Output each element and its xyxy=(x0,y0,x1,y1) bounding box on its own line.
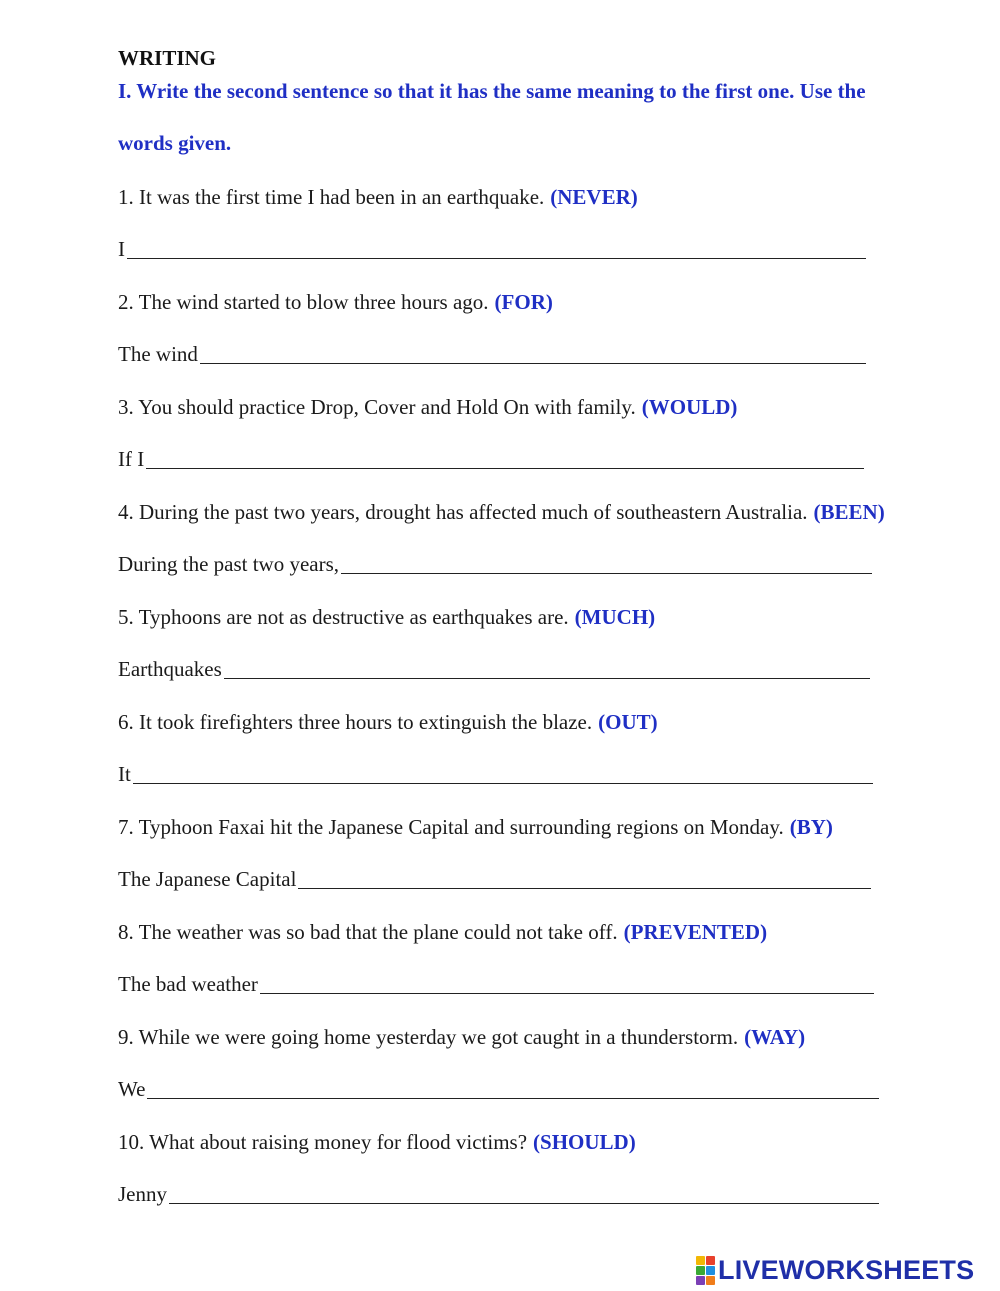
keyword-hint: (PREVENTED) xyxy=(623,920,768,944)
keyword-hint: (WAY) xyxy=(744,1025,806,1049)
answer-row xyxy=(118,339,866,367)
question-prompt xyxy=(118,287,553,315)
question-prompt xyxy=(118,917,767,945)
answer-starter: Earthquakes xyxy=(118,657,222,681)
answer-starter: The bad weather xyxy=(118,972,258,996)
logo-block xyxy=(706,1266,715,1275)
answer-blank[interactable] xyxy=(260,971,874,994)
answer-row xyxy=(118,549,872,577)
keyword-hint: (WOULD) xyxy=(641,395,738,419)
answer-blank[interactable] xyxy=(169,1181,879,1204)
keyword-hint: (SHOULD) xyxy=(533,1130,636,1154)
logo-text: LIVEWORKSHEETS xyxy=(718,1254,975,1285)
instruction-line-2: words given. xyxy=(118,131,232,155)
prompt-text: 6. It took firefighters three hours to extinguish the blaze. xyxy=(118,710,593,734)
logo-block xyxy=(696,1256,705,1265)
prompt-text: 1. It was the first time I had been in an earthquake. xyxy=(118,185,545,209)
answer-blank[interactable] xyxy=(224,656,870,679)
logo-block xyxy=(696,1276,705,1285)
answer-row xyxy=(118,234,866,262)
question-prompt xyxy=(118,392,737,420)
logo-block xyxy=(696,1266,705,1275)
keyword-hint: (FOR) xyxy=(494,290,553,314)
question-prompt xyxy=(118,182,638,210)
logo-block xyxy=(706,1276,715,1285)
answer-blank[interactable] xyxy=(341,551,872,574)
question-prompt xyxy=(118,1127,636,1155)
question-prompt xyxy=(118,812,833,840)
answer-blank[interactable] xyxy=(200,341,866,364)
answer-row xyxy=(118,759,873,787)
prompt-text: 3. You should practice Drop, Cover and Hold On with family. xyxy=(118,395,636,419)
prompt-text: 8. The weather was so bad that the plane could not take off. xyxy=(118,920,618,944)
question-prompt xyxy=(118,1022,805,1050)
prompt-text: 5. Typhoons are not as destructive as earthquakes are. xyxy=(118,605,569,629)
answer-row xyxy=(118,969,874,997)
answer-blank[interactable] xyxy=(133,761,873,784)
answer-starter: Jenny xyxy=(118,1182,167,1206)
liveworksheets-logo xyxy=(696,1256,974,1284)
prompt-text: 4. During the past two years, drought has affected much of southeastern Australia. xyxy=(118,500,808,524)
answer-starter: It xyxy=(118,762,131,786)
answer-row xyxy=(118,654,870,682)
prompt-text: 7. Typhoon Faxai hit the Japanese Capital and surrounding regions on Monday. xyxy=(118,815,784,839)
prompt-text: 2. The wind started to blow three hours ago. xyxy=(118,290,489,314)
answer-starter: During the past two years, xyxy=(118,552,340,576)
keyword-hint: (NEVER) xyxy=(550,185,638,209)
logo-blocks-icon xyxy=(696,1256,715,1285)
question-prompt xyxy=(118,707,658,735)
keyword-hint: (OUT) xyxy=(598,710,658,734)
keyword-hint: (BEEN) xyxy=(813,500,885,524)
answer-starter: We xyxy=(118,1077,146,1101)
answer-blank[interactable] xyxy=(127,236,866,259)
question-prompt xyxy=(118,497,885,525)
answer-row xyxy=(118,1074,879,1102)
prompt-text: 10. What about raising money for flood victims? xyxy=(118,1130,528,1154)
logo-block xyxy=(706,1256,715,1265)
answer-blank[interactable] xyxy=(146,446,864,469)
answer-starter: The wind xyxy=(118,342,198,366)
answer-blank[interactable] xyxy=(298,866,871,889)
answer-blank[interactable] xyxy=(147,1076,879,1099)
prompt-text: 9. While we were going home yesterday we got caught in a thunderstorm. xyxy=(118,1025,739,1049)
answer-starter: The Japanese Capital xyxy=(118,867,297,891)
answer-starter: If I xyxy=(118,447,145,471)
section-heading: WRITING xyxy=(118,46,217,70)
keyword-hint: (BY) xyxy=(789,815,833,839)
answer-row xyxy=(118,1179,879,1207)
answer-starter: I xyxy=(118,237,125,261)
answer-row xyxy=(118,444,864,472)
keyword-hint: (MUCH) xyxy=(574,605,656,629)
answer-row xyxy=(118,864,871,892)
instruction-line-1: I. Write the second sentence so that it has the same meaning to the first one. Use the xyxy=(118,79,866,103)
question-prompt xyxy=(118,602,655,630)
